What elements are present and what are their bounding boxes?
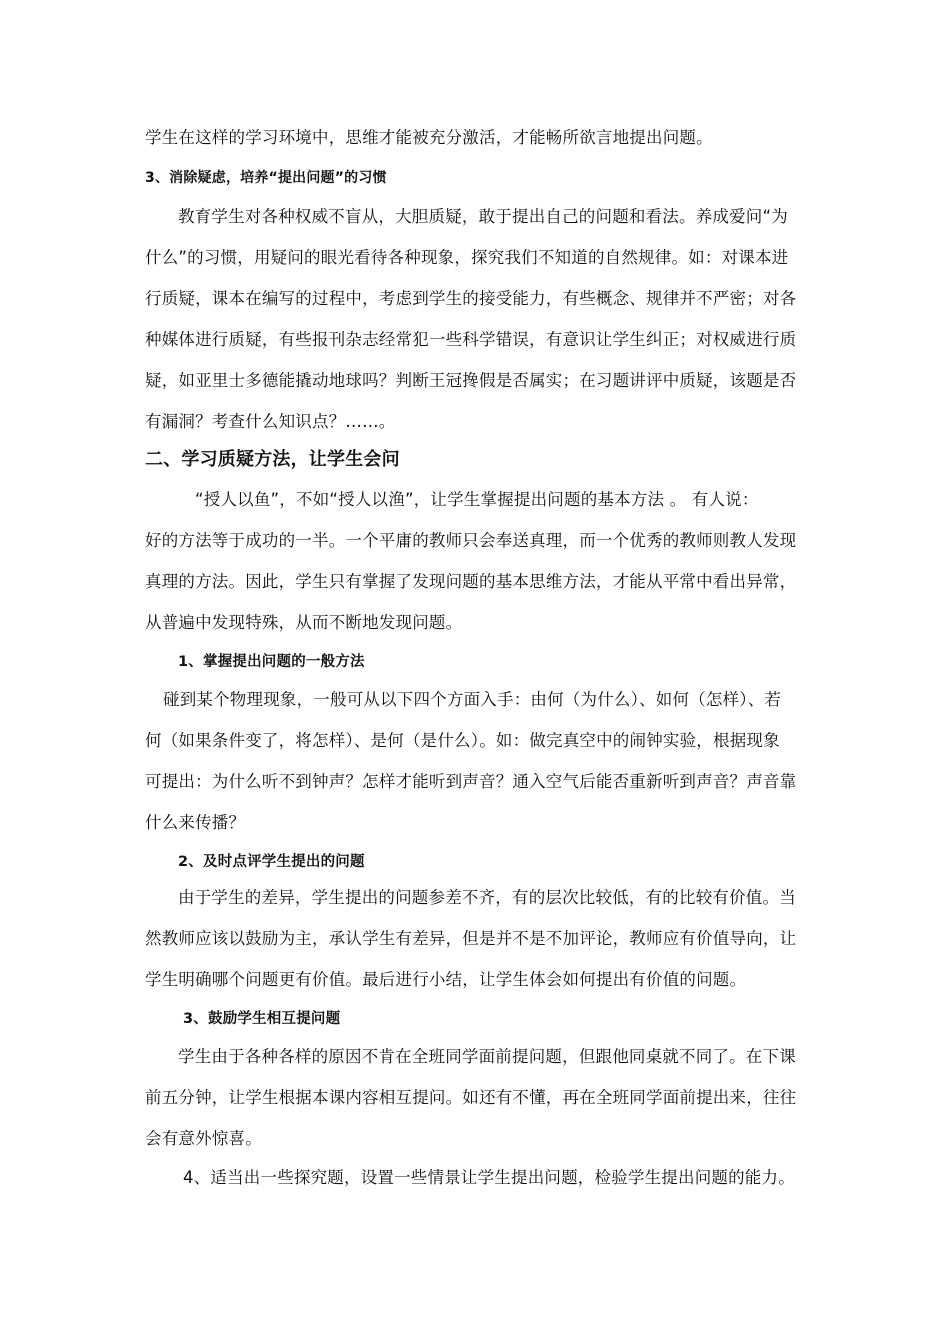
paragraph-line: 何（如果条件变了，将怎样）、是何（是什么）。如：做完真空中的闹钟实验，根据现象 [145, 731, 780, 750]
paragraph-line: 然教师应该以鼓励为主，承认学生有差异，但是并不是不加评论，教师应有价值导向，让 [145, 929, 797, 948]
subheading-1-methods: 1、掌握提出问题的一般方法 [178, 654, 365, 670]
paragraph-line: 可提出：为什么听不到钟声？怎样才能听到声音？通入空气后能否重新听到声音？声音靠 [145, 772, 797, 791]
paragraph-line: 种媒体进行质疑，有些报刊杂志经常犯一些科学错误，有意识让学生纠正；对权威进行质 [145, 330, 797, 349]
paragraph-line: 疑，如亚里士多德能撬动地球吗？判断王冠搀假是否属实；在习题讲评中质疑，该题是否 [145, 371, 797, 390]
paragraph-line: “授人以鱼”，不如“授人以渔”，让学生掌握提出问题的基本方法 。 有人说： [195, 490, 759, 509]
paragraph-line: 行质疑，课本在编写的过程中，考虑到学生的接受能力，有些概念、规律并不严密；对各 [145, 289, 797, 308]
paragraph-line: 什么来传播？ [145, 813, 246, 832]
section-heading-2: 二、学习质疑方法，让学生会问 [145, 449, 400, 470]
paragraph-line: 学生在这样的学习环境中，思维才能被充分激活，才能畅所欲言地提出问题。 [145, 128, 713, 147]
paragraph-line: 会有意外惊喜。 [145, 1129, 262, 1148]
paragraph-line: 4、适当出一些探究题，设置一些情景让学生提出问题，检验学生提出问题的能力。 [183, 1168, 795, 1187]
paragraph-line: 前五分钟，让学生根据本课内容相互提问。如还有不懂，再在全班同学面前提出来，往往 [145, 1088, 797, 1107]
paragraph-line: 什么”的习惯，用疑问的眼光看待各种现象，探究我们不知道的自然规律。如：对课本进 [145, 248, 789, 267]
subheading-3-doubts: 3、消除疑虑，培养“提出问题”的习惯 [145, 170, 387, 186]
paragraph-line: 由于学生的差异，学生提出的问题参差不齐，有的层次比较低，有的比较有价值。当 [178, 888, 796, 907]
paragraph-line: 好的方法等于成功的一半。一个平庸的教师只会奉送真理，而一个优秀的教师则教人发现 [145, 531, 797, 550]
paragraph-line: 学生由于各种各样的原因不肯在全班同学面前提问题，但跟他同桌就不同了。在下课 [178, 1047, 796, 1066]
subheading-2-feedback: 2、及时点评学生提出的问题 [178, 854, 365, 870]
subheading-3-peer-questions: 3、鼓励学生相互提问题 [183, 1011, 341, 1027]
paragraph-line: 碰到某个物理现象，一般可从以下四个方面入手：由何（为什么）、如何（怎样）、若 [163, 690, 782, 709]
paragraph-line: 有漏洞？考查什么知识点？……。 [145, 412, 396, 431]
paragraph-line: 教育学生对各种权威不盲从，大胆质疑，敢于提出自己的问题和看法。养成爱问“为 [178, 207, 788, 226]
paragraph-line: 学生明确哪个问题更有价值。最后进行小结，让学生体会如何提出有价值的问题。 [145, 970, 747, 989]
paragraph-line: 从普遍中发现特殊，从而不断地发现问题。 [145, 613, 463, 632]
paragraph-line: 真理的方法。因此，学生只有掌握了发现问题的基本思维方法，才能从平常中看出异常， [145, 572, 797, 591]
